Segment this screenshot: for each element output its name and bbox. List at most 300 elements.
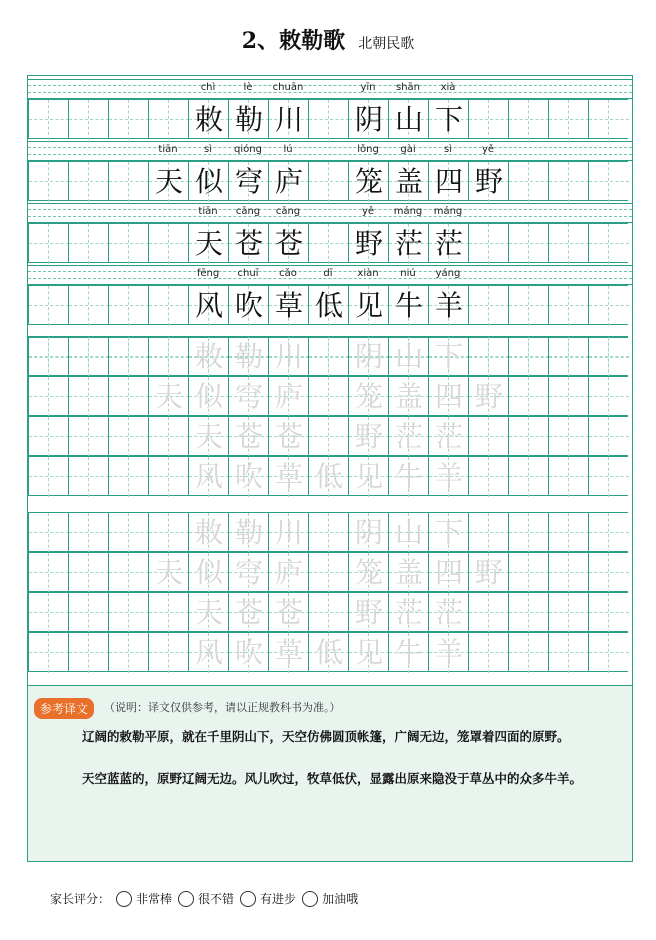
- tianzige-cell[interactable]: [68, 416, 108, 456]
- tianzige-cell[interactable]: [268, 512, 308, 552]
- cell-guide-horizontal: [109, 612, 149, 613]
- tianzige-cell[interactable]: [308, 416, 348, 456]
- tianzige-cell[interactable]: [268, 161, 308, 201]
- poem-character: 羊: [434, 289, 463, 322]
- rating-circle-option[interactable]: [240, 891, 256, 907]
- tianzige-cell[interactable]: [388, 456, 428, 496]
- cell-guide-vertical: [88, 593, 89, 633]
- tianzige-cell[interactable]: [588, 376, 628, 416]
- trace-character: 川: [274, 516, 303, 549]
- guide-line: [28, 154, 632, 155]
- cell-guide-vertical: [608, 286, 609, 326]
- poem-character: 山: [394, 103, 423, 136]
- tianzige-cell[interactable]: [188, 336, 228, 376]
- cell-guide-vertical: [608, 100, 609, 140]
- tianzige-cell[interactable]: [108, 632, 148, 672]
- tianzige-cell[interactable]: [268, 223, 308, 263]
- pinyin-syllable: yě: [361, 206, 375, 217]
- tianzige-cell[interactable]: [188, 99, 228, 139]
- cell-guide-vertical: [608, 417, 609, 457]
- tianzige-cell[interactable]: [348, 161, 388, 201]
- tianzige-cell[interactable]: [108, 416, 148, 456]
- tianzige-cell[interactable]: [548, 99, 588, 139]
- cell-guide-vertical: [48, 100, 49, 140]
- tianzige-cell[interactable]: [508, 223, 548, 263]
- cell-guide-vertical: [488, 100, 489, 140]
- tianzige-cell[interactable]: [68, 456, 108, 496]
- tianzige-cell[interactable]: [108, 285, 148, 325]
- tianzige-cell[interactable]: [28, 285, 68, 325]
- tianzige-cell[interactable]: [268, 336, 308, 376]
- cell-guide-horizontal: [549, 181, 589, 182]
- pinyin-row: [28, 141, 632, 161]
- trace-character: 低: [314, 460, 343, 493]
- cell-guide-vertical: [48, 593, 49, 633]
- tianzige-cell[interactable]: [308, 336, 348, 376]
- tianzige-cell[interactable]: [388, 223, 428, 263]
- tianzige-cell[interactable]: [508, 552, 548, 592]
- trace-character: 吹: [234, 460, 263, 493]
- cell-guide-horizontal: [549, 119, 589, 120]
- tianzige-cell[interactable]: [188, 285, 228, 325]
- tianzige-cell[interactable]: [548, 552, 588, 592]
- tianzige-cell[interactable]: [388, 416, 428, 456]
- cell-guide-vertical: [88, 162, 89, 202]
- tianzige-cell[interactable]: [228, 552, 268, 592]
- tianzige-cell[interactable]: [308, 632, 348, 672]
- trace-character: 野: [354, 420, 383, 453]
- tianzige-cell[interactable]: [548, 336, 588, 376]
- tianzige-cell[interactable]: [28, 512, 68, 552]
- tianzige-cell[interactable]: [268, 592, 308, 632]
- tianzige-cell[interactable]: [428, 416, 468, 456]
- pinyin-syllable: sì: [204, 144, 212, 155]
- tianzige-cell[interactable]: [348, 285, 388, 325]
- tianzige-cell[interactable]: [548, 161, 588, 201]
- tianzige-cell[interactable]: [268, 552, 308, 592]
- tianzige-cell[interactable]: [148, 456, 188, 496]
- cell-guide-horizontal: [29, 356, 69, 357]
- tianzige-cell[interactable]: [228, 223, 268, 263]
- tianzige-cell[interactable]: [308, 376, 348, 416]
- tianzige-cell[interactable]: [428, 512, 468, 552]
- pinyin-syllable: lú: [283, 144, 293, 155]
- trace-character: 野: [354, 596, 383, 629]
- tianzige-cell[interactable]: [68, 632, 108, 672]
- tianzige-cell[interactable]: [588, 161, 628, 201]
- cell-guide-horizontal: [509, 119, 549, 120]
- tianzige-cell[interactable]: [588, 336, 628, 376]
- tianzige-cell[interactable]: [468, 336, 508, 376]
- rating-circle-option[interactable]: [178, 891, 194, 907]
- tianzige-cell[interactable]: [268, 99, 308, 139]
- cell-guide-vertical: [168, 633, 169, 673]
- tianzige-cell[interactable]: [588, 632, 628, 672]
- tianzige-cell[interactable]: [588, 512, 628, 552]
- cell-guide-horizontal: [509, 243, 549, 244]
- poem-character: 似: [194, 165, 223, 198]
- tianzige-cell[interactable]: [68, 592, 108, 632]
- cell-guide-horizontal: [109, 119, 149, 120]
- tianzige-cell[interactable]: [228, 512, 268, 552]
- tianzige-cell[interactable]: [68, 512, 108, 552]
- rating-option-label: 很不错: [198, 892, 235, 906]
- rating-circle-option[interactable]: [116, 891, 132, 907]
- tianzige-cell[interactable]: [468, 552, 508, 592]
- tianzige-cell[interactable]: [428, 592, 468, 632]
- tianzige-cell[interactable]: [148, 223, 188, 263]
- cell-guide-vertical: [88, 337, 89, 377]
- tianzige-cell[interactable]: [108, 376, 148, 416]
- tianzige-cell[interactable]: [468, 161, 508, 201]
- tianzige-cell[interactable]: [428, 456, 468, 496]
- cell-guide-horizontal: [29, 305, 69, 306]
- tianzige-cell[interactable]: [228, 376, 268, 416]
- pinyin-syllable: fēng: [196, 268, 220, 279]
- trace-character: 草: [274, 460, 303, 493]
- cell-guide-vertical: [128, 417, 129, 457]
- cell-guide-vertical: [488, 224, 489, 264]
- tianzige-cell[interactable]: [548, 592, 588, 632]
- tianzige-cell[interactable]: [468, 376, 508, 416]
- cell-guide-vertical: [48, 162, 49, 202]
- cell-guide-vertical: [168, 417, 169, 457]
- cell-guide-vertical: [528, 417, 529, 457]
- tianzige-cell[interactable]: [548, 416, 588, 456]
- pinyin-syllable: yě: [481, 144, 495, 155]
- cell-guide-horizontal: [509, 356, 549, 357]
- cell-guide-vertical: [88, 457, 89, 497]
- tianzige-cell[interactable]: [588, 456, 628, 496]
- tianzige-cell[interactable]: [348, 416, 388, 456]
- cell-guide-horizontal: [309, 181, 349, 182]
- cell-guide-vertical: [488, 457, 489, 497]
- tianzige-cell[interactable]: [588, 285, 628, 325]
- cell-guide-horizontal: [69, 396, 109, 397]
- tianzige-cell[interactable]: [28, 99, 68, 139]
- cell-guide-horizontal: [509, 572, 549, 573]
- tianzige-cell[interactable]: [468, 632, 508, 672]
- cell-guide-horizontal: [149, 436, 189, 437]
- tianzige-cell[interactable]: [508, 512, 548, 552]
- tianzige-cell[interactable]: [348, 512, 388, 552]
- tianzige-cell[interactable]: [548, 223, 588, 263]
- tianzige-cell[interactable]: [28, 632, 68, 672]
- tianzige-cell[interactable]: [188, 552, 228, 592]
- pinyin-syllable: xià: [440, 82, 456, 93]
- tianzige-cell[interactable]: [388, 552, 428, 592]
- tianzige-cell[interactable]: [508, 416, 548, 456]
- pinyin-row: [28, 79, 632, 99]
- tianzige-cell[interactable]: [68, 223, 108, 263]
- trace-character: 见: [354, 460, 383, 493]
- tianzige-cell[interactable]: [588, 99, 628, 139]
- cell-guide-vertical: [328, 224, 329, 264]
- tianzige-cell[interactable]: [548, 456, 588, 496]
- trace-character: 苍: [234, 420, 263, 453]
- cell-guide-vertical: [328, 513, 329, 553]
- tianzige-cell[interactable]: [28, 336, 68, 376]
- cell-guide-horizontal: [549, 436, 589, 437]
- tianzige-cell[interactable]: [268, 416, 308, 456]
- tianzige-cell[interactable]: [188, 456, 228, 496]
- cell-guide-vertical: [568, 513, 569, 553]
- tianzige-cell[interactable]: [228, 632, 268, 672]
- tianzige-cell[interactable]: [268, 285, 308, 325]
- trace-character: 羊: [434, 460, 463, 493]
- tianzige-cell[interactable]: [388, 99, 428, 139]
- tianzige-cell[interactable]: [428, 552, 468, 592]
- pinyin-row: [28, 203, 632, 223]
- pinyin-syllable: yīn: [360, 82, 376, 93]
- tianzige-cell[interactable]: [468, 512, 508, 552]
- tianzige-cell[interactable]: [68, 336, 108, 376]
- cell-guide-horizontal: [309, 612, 349, 613]
- cell-guide-horizontal: [549, 396, 589, 397]
- tianzige-cell[interactable]: [268, 376, 308, 416]
- tianzige-cell[interactable]: [428, 376, 468, 416]
- tianzige-cell[interactable]: [228, 456, 268, 496]
- tianzige-cell[interactable]: [268, 632, 308, 672]
- tianzige-cell[interactable]: [188, 416, 228, 456]
- cell-guide-horizontal: [589, 436, 629, 437]
- tianzige-cell[interactable]: [588, 223, 628, 263]
- tianzige-cell[interactable]: [228, 161, 268, 201]
- guide-line: [28, 92, 632, 93]
- tianzige-cell[interactable]: [308, 512, 348, 552]
- tianzige-cell[interactable]: [508, 376, 548, 416]
- tianzige-cell[interactable]: [588, 592, 628, 632]
- tianzige-cell[interactable]: [388, 632, 428, 672]
- tianzige-cell[interactable]: [428, 632, 468, 672]
- tianzige-cell[interactable]: [268, 456, 308, 496]
- cell-guide-vertical: [328, 553, 329, 593]
- cell-guide-vertical: [88, 553, 89, 593]
- tianzige-cell[interactable]: [28, 161, 68, 201]
- tianzige-cell[interactable]: [28, 592, 68, 632]
- tianzige-cell[interactable]: [348, 223, 388, 263]
- tianzige-cell[interactable]: [28, 416, 68, 456]
- cell-guide-vertical: [88, 224, 89, 264]
- tianzige-cell[interactable]: [148, 592, 188, 632]
- tianzige-cell[interactable]: [428, 99, 468, 139]
- tianzige-cell[interactable]: [68, 161, 108, 201]
- tianzige-cell[interactable]: [148, 376, 188, 416]
- tianzige-cell[interactable]: [68, 376, 108, 416]
- tracing-row: [28, 632, 632, 672]
- cell-guide-horizontal: [469, 612, 509, 613]
- tianzige-cell[interactable]: [348, 376, 388, 416]
- tianzige-cell[interactable]: [108, 592, 148, 632]
- trace-character: 天: [194, 596, 223, 629]
- tianzige-cell[interactable]: [468, 416, 508, 456]
- cell-guide-vertical: [128, 457, 129, 497]
- trace-character: 见: [354, 636, 383, 669]
- tianzige-cell[interactable]: [428, 285, 468, 325]
- tianzige-cell[interactable]: [188, 376, 228, 416]
- cell-guide-vertical: [528, 513, 529, 553]
- tianzige-cell[interactable]: [428, 223, 468, 263]
- tianzige-cell[interactable]: [348, 552, 388, 592]
- tianzige-cell[interactable]: [28, 552, 68, 592]
- cell-guide-vertical: [48, 337, 49, 377]
- cell-guide-vertical: [568, 286, 569, 326]
- tianzige-cell[interactable]: [348, 592, 388, 632]
- tianzige-cell[interactable]: [188, 161, 228, 201]
- cell-guide-horizontal: [589, 356, 629, 357]
- cell-guide-vertical: [328, 417, 329, 457]
- tianzige-cell[interactable]: [308, 161, 348, 201]
- cell-guide-horizontal: [69, 356, 109, 357]
- tianzige-cell[interactable]: [28, 376, 68, 416]
- cell-guide-horizontal: [509, 652, 549, 653]
- tianzige-cell[interactable]: [468, 456, 508, 496]
- tianzige-cell[interactable]: [588, 416, 628, 456]
- poem-character: 庐: [274, 165, 303, 198]
- cell-guide-horizontal: [29, 476, 69, 477]
- tianzige-cell[interactable]: [548, 376, 588, 416]
- tianzige-cell[interactable]: [428, 161, 468, 201]
- cell-guide-horizontal: [29, 652, 69, 653]
- tianzige-cell[interactable]: [388, 336, 428, 376]
- cell-guide-vertical: [128, 337, 129, 377]
- tianzige-cell[interactable]: [388, 512, 428, 552]
- tianzige-cell[interactable]: [548, 285, 588, 325]
- cell-guide-vertical: [88, 286, 89, 326]
- tianzige-cell[interactable]: [28, 456, 68, 496]
- poem-character: 四: [434, 165, 463, 198]
- tianzige-cell[interactable]: [508, 336, 548, 376]
- tianzige-cell[interactable]: [508, 592, 548, 632]
- cell-guide-horizontal: [309, 532, 349, 533]
- tianzige-cell[interactable]: [508, 161, 548, 201]
- cell-guide-horizontal: [309, 396, 349, 397]
- rating-circle-option[interactable]: [302, 891, 318, 907]
- tianzige-cell[interactable]: [508, 632, 548, 672]
- cell-guide-vertical: [48, 377, 49, 417]
- cell-guide-horizontal: [69, 119, 109, 120]
- cell-guide-horizontal: [69, 436, 109, 437]
- tianzige-cell[interactable]: [108, 161, 148, 201]
- tianzige-cell[interactable]: [108, 512, 148, 552]
- tianzige-cell[interactable]: [228, 99, 268, 139]
- cell-guide-horizontal: [149, 612, 189, 613]
- trace-character: 野: [474, 380, 503, 413]
- tianzige-cell[interactable]: [68, 99, 108, 139]
- tianzige-cell[interactable]: [148, 285, 188, 325]
- tianzige-cell[interactable]: [348, 336, 388, 376]
- cell-guide-horizontal: [109, 652, 149, 653]
- tianzige-cell[interactable]: [508, 456, 548, 496]
- tianzige-cell[interactable]: [108, 552, 148, 592]
- cell-guide-vertical: [48, 633, 49, 673]
- trace-character: 羊: [434, 636, 463, 669]
- tianzige-cell[interactable]: [468, 99, 508, 139]
- tianzige-cell[interactable]: [548, 512, 588, 552]
- tianzige-cell[interactable]: [68, 552, 108, 592]
- tianzige-cell[interactable]: [308, 223, 348, 263]
- cell-guide-vertical: [568, 553, 569, 593]
- tianzige-cell[interactable]: [388, 285, 428, 325]
- tianzige-cell[interactable]: [108, 99, 148, 139]
- tianzige-cell[interactable]: [148, 336, 188, 376]
- cell-guide-horizontal: [469, 436, 509, 437]
- tianzige-cell[interactable]: [148, 552, 188, 592]
- tianzige-cell[interactable]: [148, 99, 188, 139]
- cell-guide-vertical: [528, 377, 529, 417]
- tianzige-cell[interactable]: [28, 223, 68, 263]
- tianzige-cell[interactable]: [468, 223, 508, 263]
- poem-character: 见: [354, 289, 383, 322]
- cell-guide-horizontal: [109, 243, 149, 244]
- tianzige-cell[interactable]: [228, 285, 268, 325]
- tianzige-cell[interactable]: [228, 336, 268, 376]
- tianzige-cell[interactable]: [228, 416, 268, 456]
- tianzige-cell[interactable]: [228, 592, 268, 632]
- cell-guide-vertical: [128, 553, 129, 593]
- tianzige-cell[interactable]: [508, 285, 548, 325]
- tianzige-cell[interactable]: [188, 223, 228, 263]
- poem-character: 苍: [274, 227, 303, 260]
- cell-guide-horizontal: [589, 612, 629, 613]
- tianzige-cell[interactable]: [148, 161, 188, 201]
- tianzige-cell[interactable]: [188, 592, 228, 632]
- tianzige-cell[interactable]: [148, 416, 188, 456]
- pinyin-syllable: sì: [444, 144, 452, 155]
- tianzige-cell[interactable]: [148, 632, 188, 672]
- cell-guide-horizontal: [149, 119, 189, 120]
- tianzige-cell[interactable]: [108, 336, 148, 376]
- tianzige-cell[interactable]: [388, 161, 428, 201]
- tianzige-cell[interactable]: [108, 456, 148, 496]
- cell-guide-horizontal: [69, 476, 109, 477]
- tianzige-cell[interactable]: [148, 512, 188, 552]
- cell-guide-horizontal: [29, 181, 69, 182]
- tianzige-cell[interactable]: [388, 376, 428, 416]
- tianzige-cell[interactable]: [308, 285, 348, 325]
- tianzige-cell[interactable]: [348, 632, 388, 672]
- tianzige-cell[interactable]: [68, 285, 108, 325]
- tianzige-cell[interactable]: [308, 99, 348, 139]
- tianzige-cell[interactable]: [308, 456, 348, 496]
- pinyin-syllable: máng: [433, 206, 463, 217]
- cell-guide-vertical: [528, 457, 529, 497]
- tianzige-cell[interactable]: [428, 336, 468, 376]
- tianzige-cell[interactable]: [308, 592, 348, 632]
- tianzige-cell[interactable]: [508, 99, 548, 139]
- tianzige-cell[interactable]: [548, 632, 588, 672]
- cell-guide-vertical: [328, 377, 329, 417]
- tianzige-cell[interactable]: [348, 99, 388, 139]
- cell-guide-vertical: [568, 162, 569, 202]
- tianzige-cell[interactable]: [468, 592, 508, 632]
- tianzige-cell[interactable]: [588, 552, 628, 592]
- tianzige-cell[interactable]: [308, 552, 348, 592]
- tianzige-cell[interactable]: [188, 632, 228, 672]
- tianzige-cell[interactable]: [188, 512, 228, 552]
- poem-character: 草: [274, 289, 303, 322]
- cell-guide-horizontal: [69, 243, 109, 244]
- pinyin-syllable: lǒng: [357, 144, 379, 155]
- cell-guide-vertical: [568, 337, 569, 377]
- trace-character: 天: [154, 380, 183, 413]
- tianzige-cell[interactable]: [468, 285, 508, 325]
- tianzige-cell[interactable]: [108, 223, 148, 263]
- cell-guide-horizontal: [149, 305, 189, 306]
- tianzige-cell[interactable]: [348, 456, 388, 496]
- tianzige-cell[interactable]: [388, 592, 428, 632]
- pinyin-syllable: xiàn: [357, 268, 379, 279]
